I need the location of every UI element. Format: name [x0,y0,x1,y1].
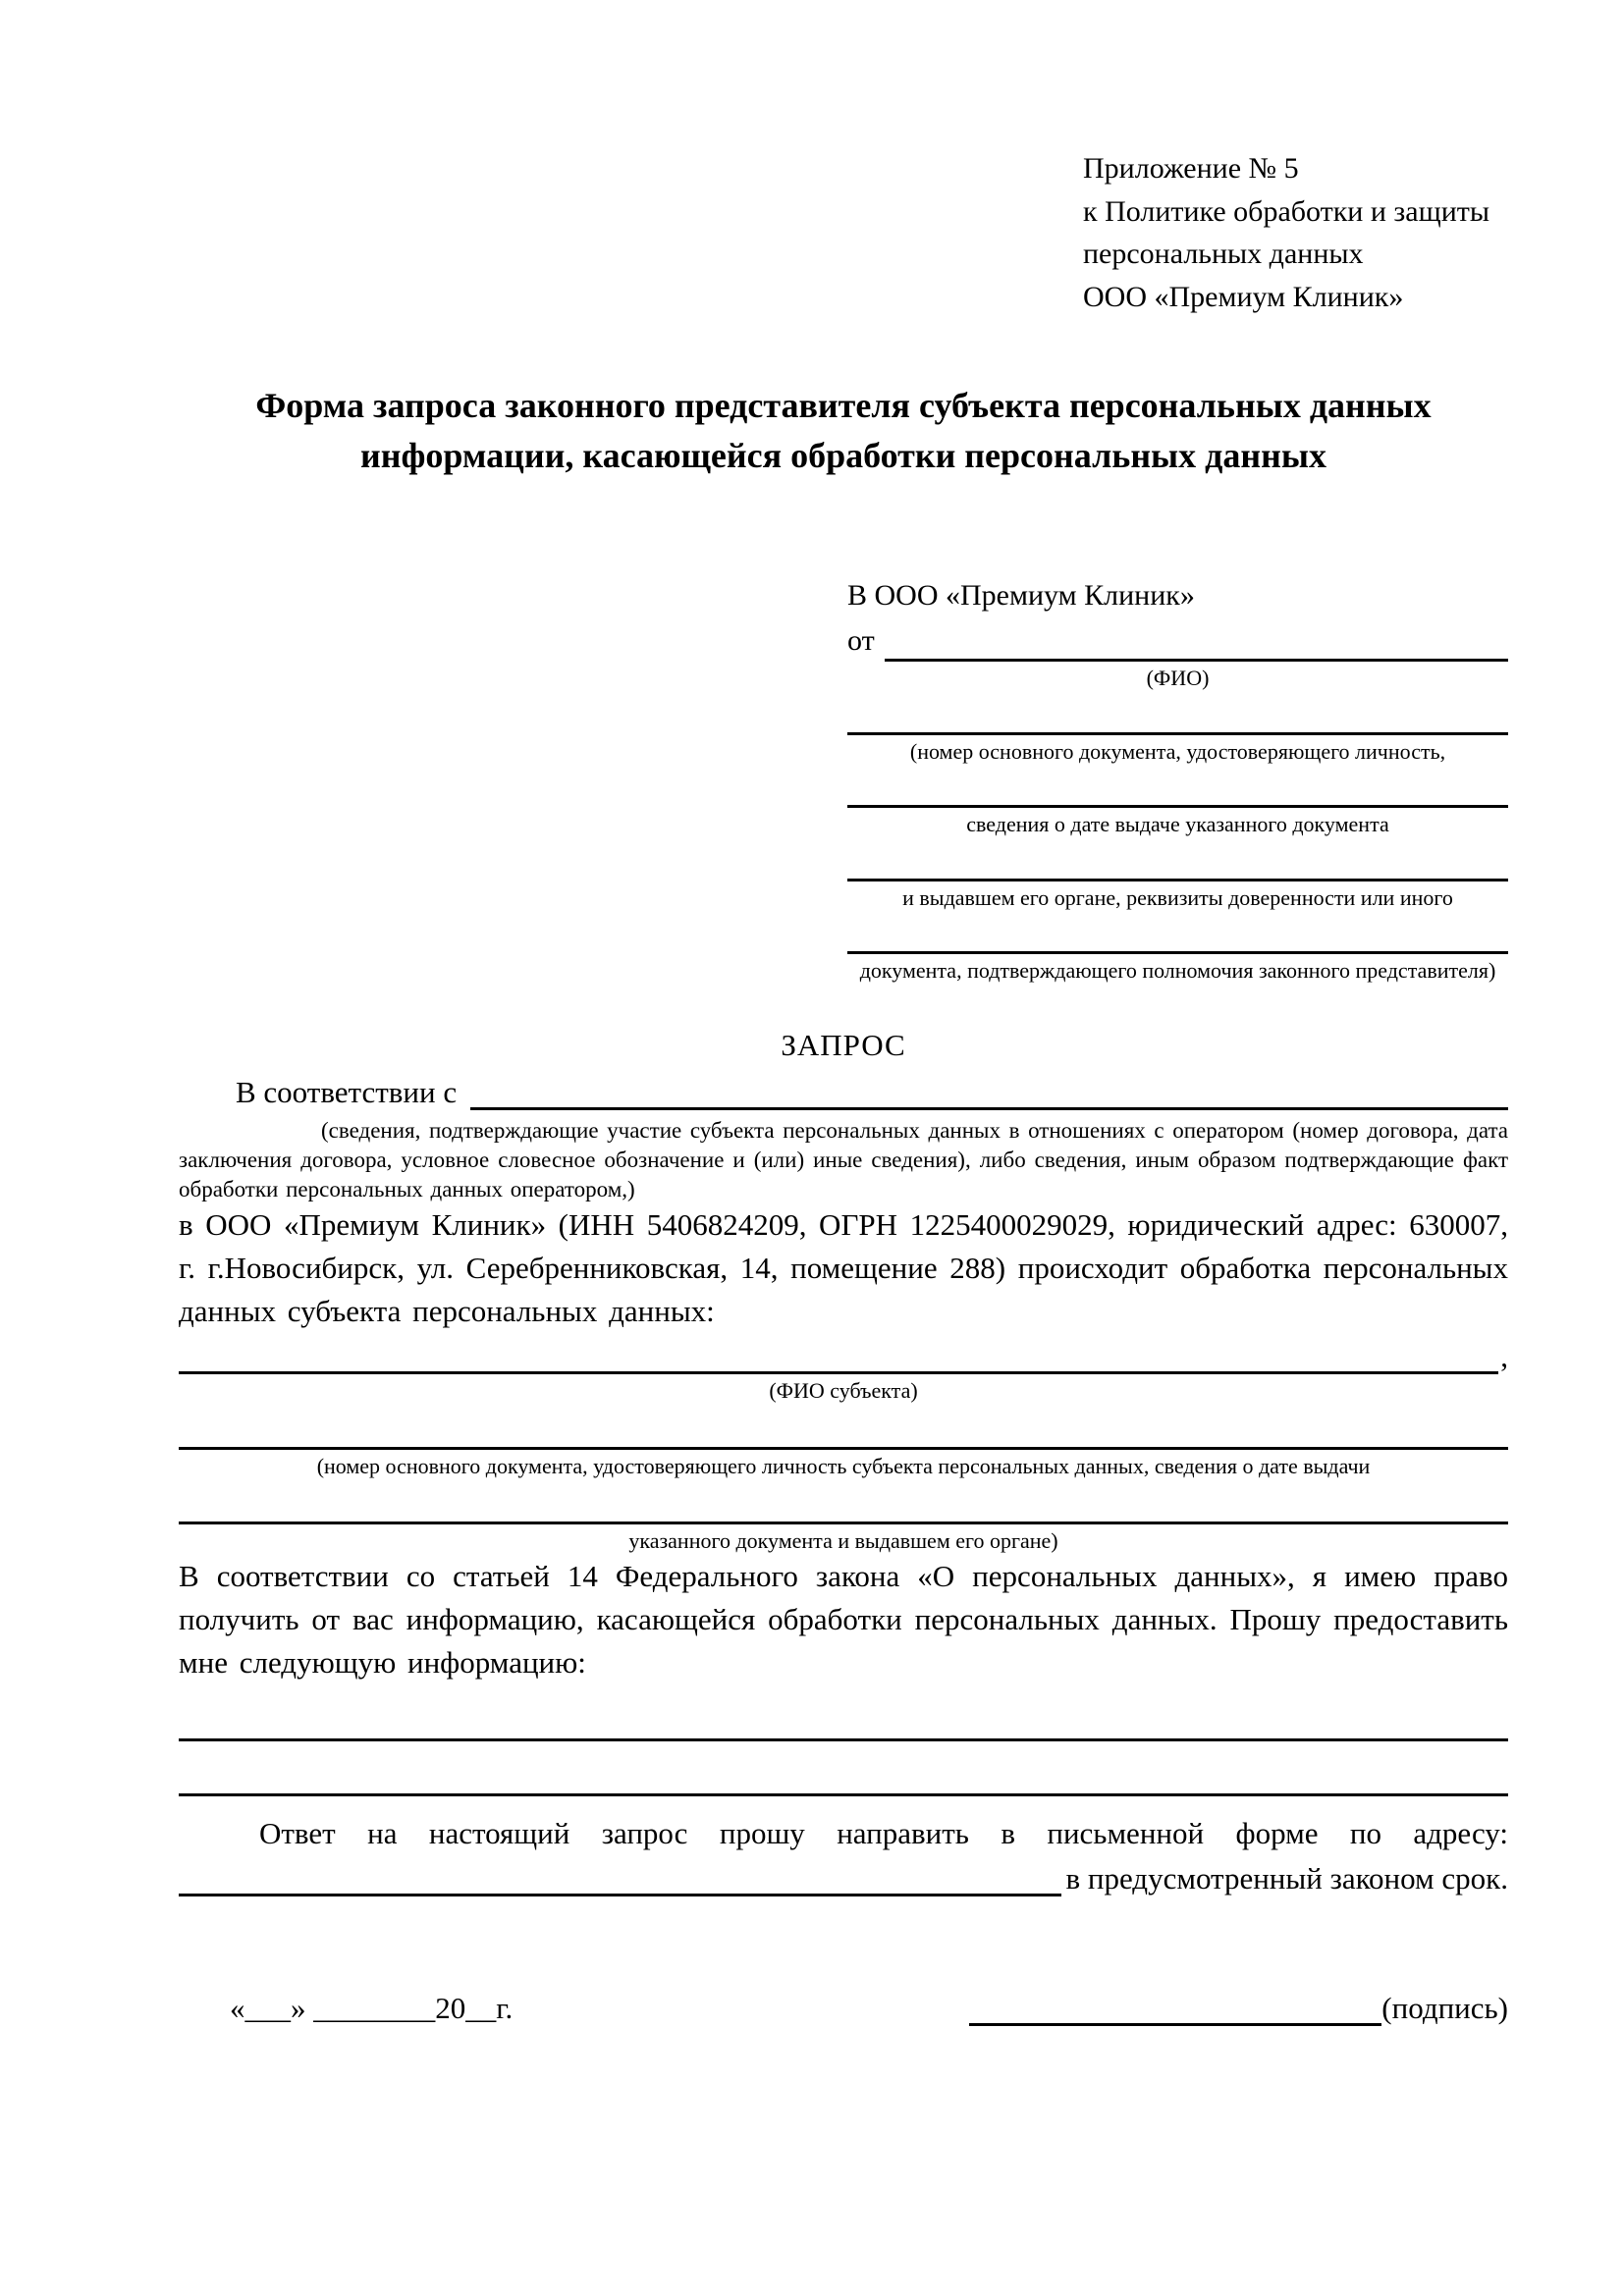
intro-caption: (сведения, подтверждающие участие субъекта персональных данных в отношениях с оператором (номер договора, дата заключения договора, условное словесное обозначение и (или) иные сведения), либо сведения, иным образом подтверждающие факт обработки персональных данных оператором,) [179,1117,1508,1201]
blank-line-relation-proof [470,1073,1508,1110]
from-label: от [847,624,875,658]
blank-line-representative-fio [885,624,1508,662]
relation-proof-field [179,1073,1508,1110]
signature-line [969,1989,1381,2026]
appendix-line: Приложение № 5 [1083,152,1299,185]
appendix-line: персональных данных [1083,238,1364,270]
subject-fio-field [179,1335,1508,1374]
appendix-block [1083,147,1508,318]
intro-label: В соответствии с [236,1074,458,1109]
representative-fio-field [847,620,1508,662]
reply-suffix: в предусмотренный законом срок. [1065,1861,1508,1896]
blank-line-subject-document [179,1405,1508,1450]
operator-paragraph: в ООО «Премиум Клиник» (ИНН 5406824209, ОГРН 1225400029029, юридический адрес: 630007, г. г.Новосибирск, ул. Серебренниковская, 14, помещение 288) происходит обработка персональных данных субъекта персональных данных: [179,1207,1508,1329]
appendix-line: ООО «Премиум Клиник» [1083,280,1404,313]
blank-line-attorney-document [847,911,1508,954]
signature-caption: (подпись) [1381,1991,1508,2025]
caption-attorney-document: документа, подтверждающего полномочия законного представителя) [859,958,1496,984]
caption-subject-document: (номер основного документа, удостоверяющего личность субъекта персональных данных, сведения о дате выдачи [316,1453,1371,1478]
blank-line-requested-info-1 [179,1684,1508,1741]
appendix-line: к Политике обработки и защиты [1083,194,1490,228]
blank-line-document-issue-date [847,765,1508,808]
law-paragraph: В соответствии со статьей 14 Федерального закона «О персональных данных», я имею право получить от вас информацию, касающейся обработки персональных данных. Прошу предоставить мне следующую информацию: [179,1558,1508,1680]
caption-fio: (ФИО) [1146,666,1210,691]
caption-representative-document: (номер основного документа, удостоверяющего личность, [909,738,1446,764]
blank-line-subject-fio [179,1335,1498,1374]
caption-subject-fio: (ФИО субъекта) [769,1378,918,1404]
addressee-organization: В ООО «Премиум Клиник» [847,579,1195,613]
footer-row [179,1989,1508,2026]
reply-paragraph: Ответ на настоящий запрос прошу направить в письменной форме по адресу: [259,1815,1508,1850]
addressee-block [847,575,1508,985]
caption-subject-document-issue: указанного документа и выдавшем его органе) [628,1528,1058,1554]
request-heading: ЗАПРОС [781,1027,906,1062]
blank-line-representative-document [847,692,1508,735]
blank-line-reply-address [179,1857,1061,1896]
date-blank: «___» ________20__г. [230,1991,514,2025]
caption-issuing-authority: и выдавшем его органе, реквизиты доверенности или иного [902,884,1453,910]
blank-line-subject-document-issue [179,1479,1508,1524]
blank-line-issuing-authority [847,838,1508,881]
document-title: Форма запроса законного представителя субъекта персональных данных информации, касающейся обработки персональных данных [255,386,1432,476]
caption-document-issue-date: сведения о дате выдаче указанного документа [966,812,1389,837]
subject-fio-comma: , [1500,1339,1508,1374]
blank-line-requested-info-2 [179,1741,1508,1796]
signature-block [969,1989,1508,2026]
reply-address-field [179,1857,1508,1896]
